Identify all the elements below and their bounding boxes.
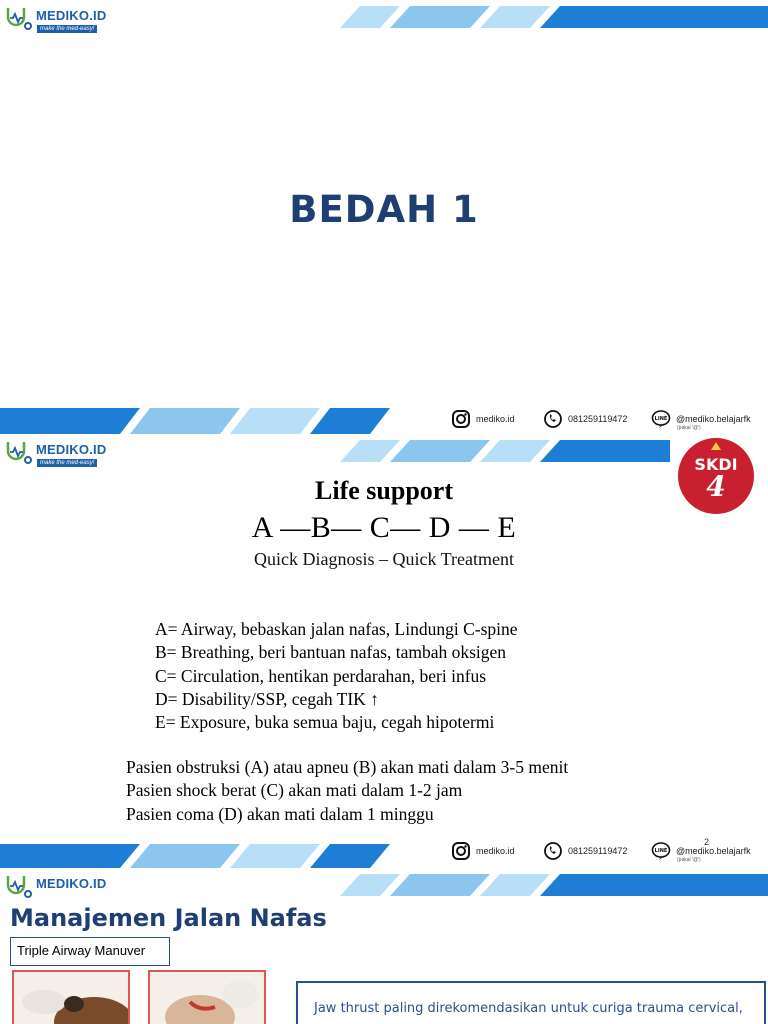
skdi-label: SKDI [694, 455, 738, 474]
instagram-icon [451, 841, 471, 861]
svg-text:LINE: LINE [654, 416, 668, 422]
whatsapp-number: 081259119472 [568, 846, 628, 856]
line-contact[interactable] [651, 406, 751, 432]
instagram-icon [451, 409, 471, 429]
header-stripe [340, 874, 768, 896]
mediko-logo [4, 4, 107, 34]
line-icon [651, 409, 671, 429]
airway-management-title: Manajemen Jalan Nafas [10, 904, 327, 932]
list-item: Pasien obstruksi (A) atau apneu (B) akan mati dalam 3-5 menit [126, 757, 569, 777]
life-support-title: Life support [315, 476, 453, 505]
whatsapp-icon [543, 841, 563, 861]
jaw-thrust-illustration-1 [12, 970, 130, 1024]
header-stripe [340, 6, 768, 28]
stethoscope-heart-icon [4, 438, 34, 468]
instagram-contact[interactable] [451, 838, 515, 864]
instagram-handle: mediko.id [476, 846, 515, 856]
brand-tagline: make the med-easy! [37, 25, 97, 33]
instagram-contact[interactable] [451, 406, 515, 432]
prognosis-list [126, 756, 568, 826]
whatsapp-icon [543, 409, 563, 429]
mediko-logo [4, 872, 107, 902]
skdi-level: 4 [706, 470, 726, 503]
slide-life-support [0, 434, 768, 868]
header-stripe [340, 440, 670, 462]
abcde-sequence: A —B— C— D — E [251, 511, 517, 544]
whatsapp-contact[interactable] [543, 406, 627, 432]
brand-name: MEDIKO.ID [36, 876, 107, 891]
jaw-thrust-note: Jaw thrust paling direkomendasikan untuk curiga trauma cervical, [296, 981, 766, 1024]
list-item: Pasien coma (D) akan mati dalam 1 minggu [126, 803, 434, 824]
svg-text:LINE: LINE [654, 848, 668, 854]
list-item: C= Circulation, hentikan perdarahan, beri infus [155, 665, 487, 686]
whatsapp-number: 081259119472 [568, 414, 628, 424]
contact-footer [0, 406, 768, 432]
slide-title [0, 0, 768, 434]
brand-name: MEDIKO.ID [36, 8, 107, 23]
triple-airway-label: Triple Airway Manuver [10, 937, 170, 966]
jaw-thrust-illustration-2 [148, 970, 266, 1024]
whatsapp-contact[interactable] [543, 838, 627, 864]
line-note: (pakai '@') [677, 425, 701, 431]
list-item: E= Exposure, buka semua baju, cegah hipotermi [155, 712, 495, 733]
brand-tagline: make the med-easy! [37, 459, 97, 467]
list-item: Pasien shock berat (C) akan mati dalam 1-2 jam [126, 780, 463, 801]
life-support-subtitle: Quick Diagnosis – Quick Treatment [254, 549, 514, 569]
abcde-list [155, 618, 518, 734]
stethoscope-heart-icon [4, 872, 34, 902]
slide-airway-management [0, 868, 768, 1024]
line-handle: @mediko.belajarfk [676, 846, 751, 856]
page-number: 2 [704, 837, 710, 847]
emblem-icon [710, 441, 722, 451]
contact-footer [0, 838, 768, 864]
list-item: B= Breathing, beri bantuan nafas, tambah oksigen [155, 642, 507, 663]
line-handle: @mediko.belajarfk [676, 414, 751, 424]
list-item: D= Disability/SSP, cegah TIK ↑ [155, 688, 379, 709]
line-contact[interactable] [651, 838, 751, 864]
line-icon [651, 841, 671, 861]
instagram-handle: mediko.id [476, 414, 515, 424]
line-note: (pakai '@') [677, 857, 701, 863]
brand-name: MEDIKO.ID [36, 442, 107, 457]
list-item: A= Airway, bebaskan jalan nafas, Lindungi C-spine [155, 619, 518, 639]
mediko-logo [4, 438, 107, 468]
stethoscope-heart-icon [4, 4, 34, 34]
slide-main-title: BEDAH 1 [289, 188, 479, 231]
